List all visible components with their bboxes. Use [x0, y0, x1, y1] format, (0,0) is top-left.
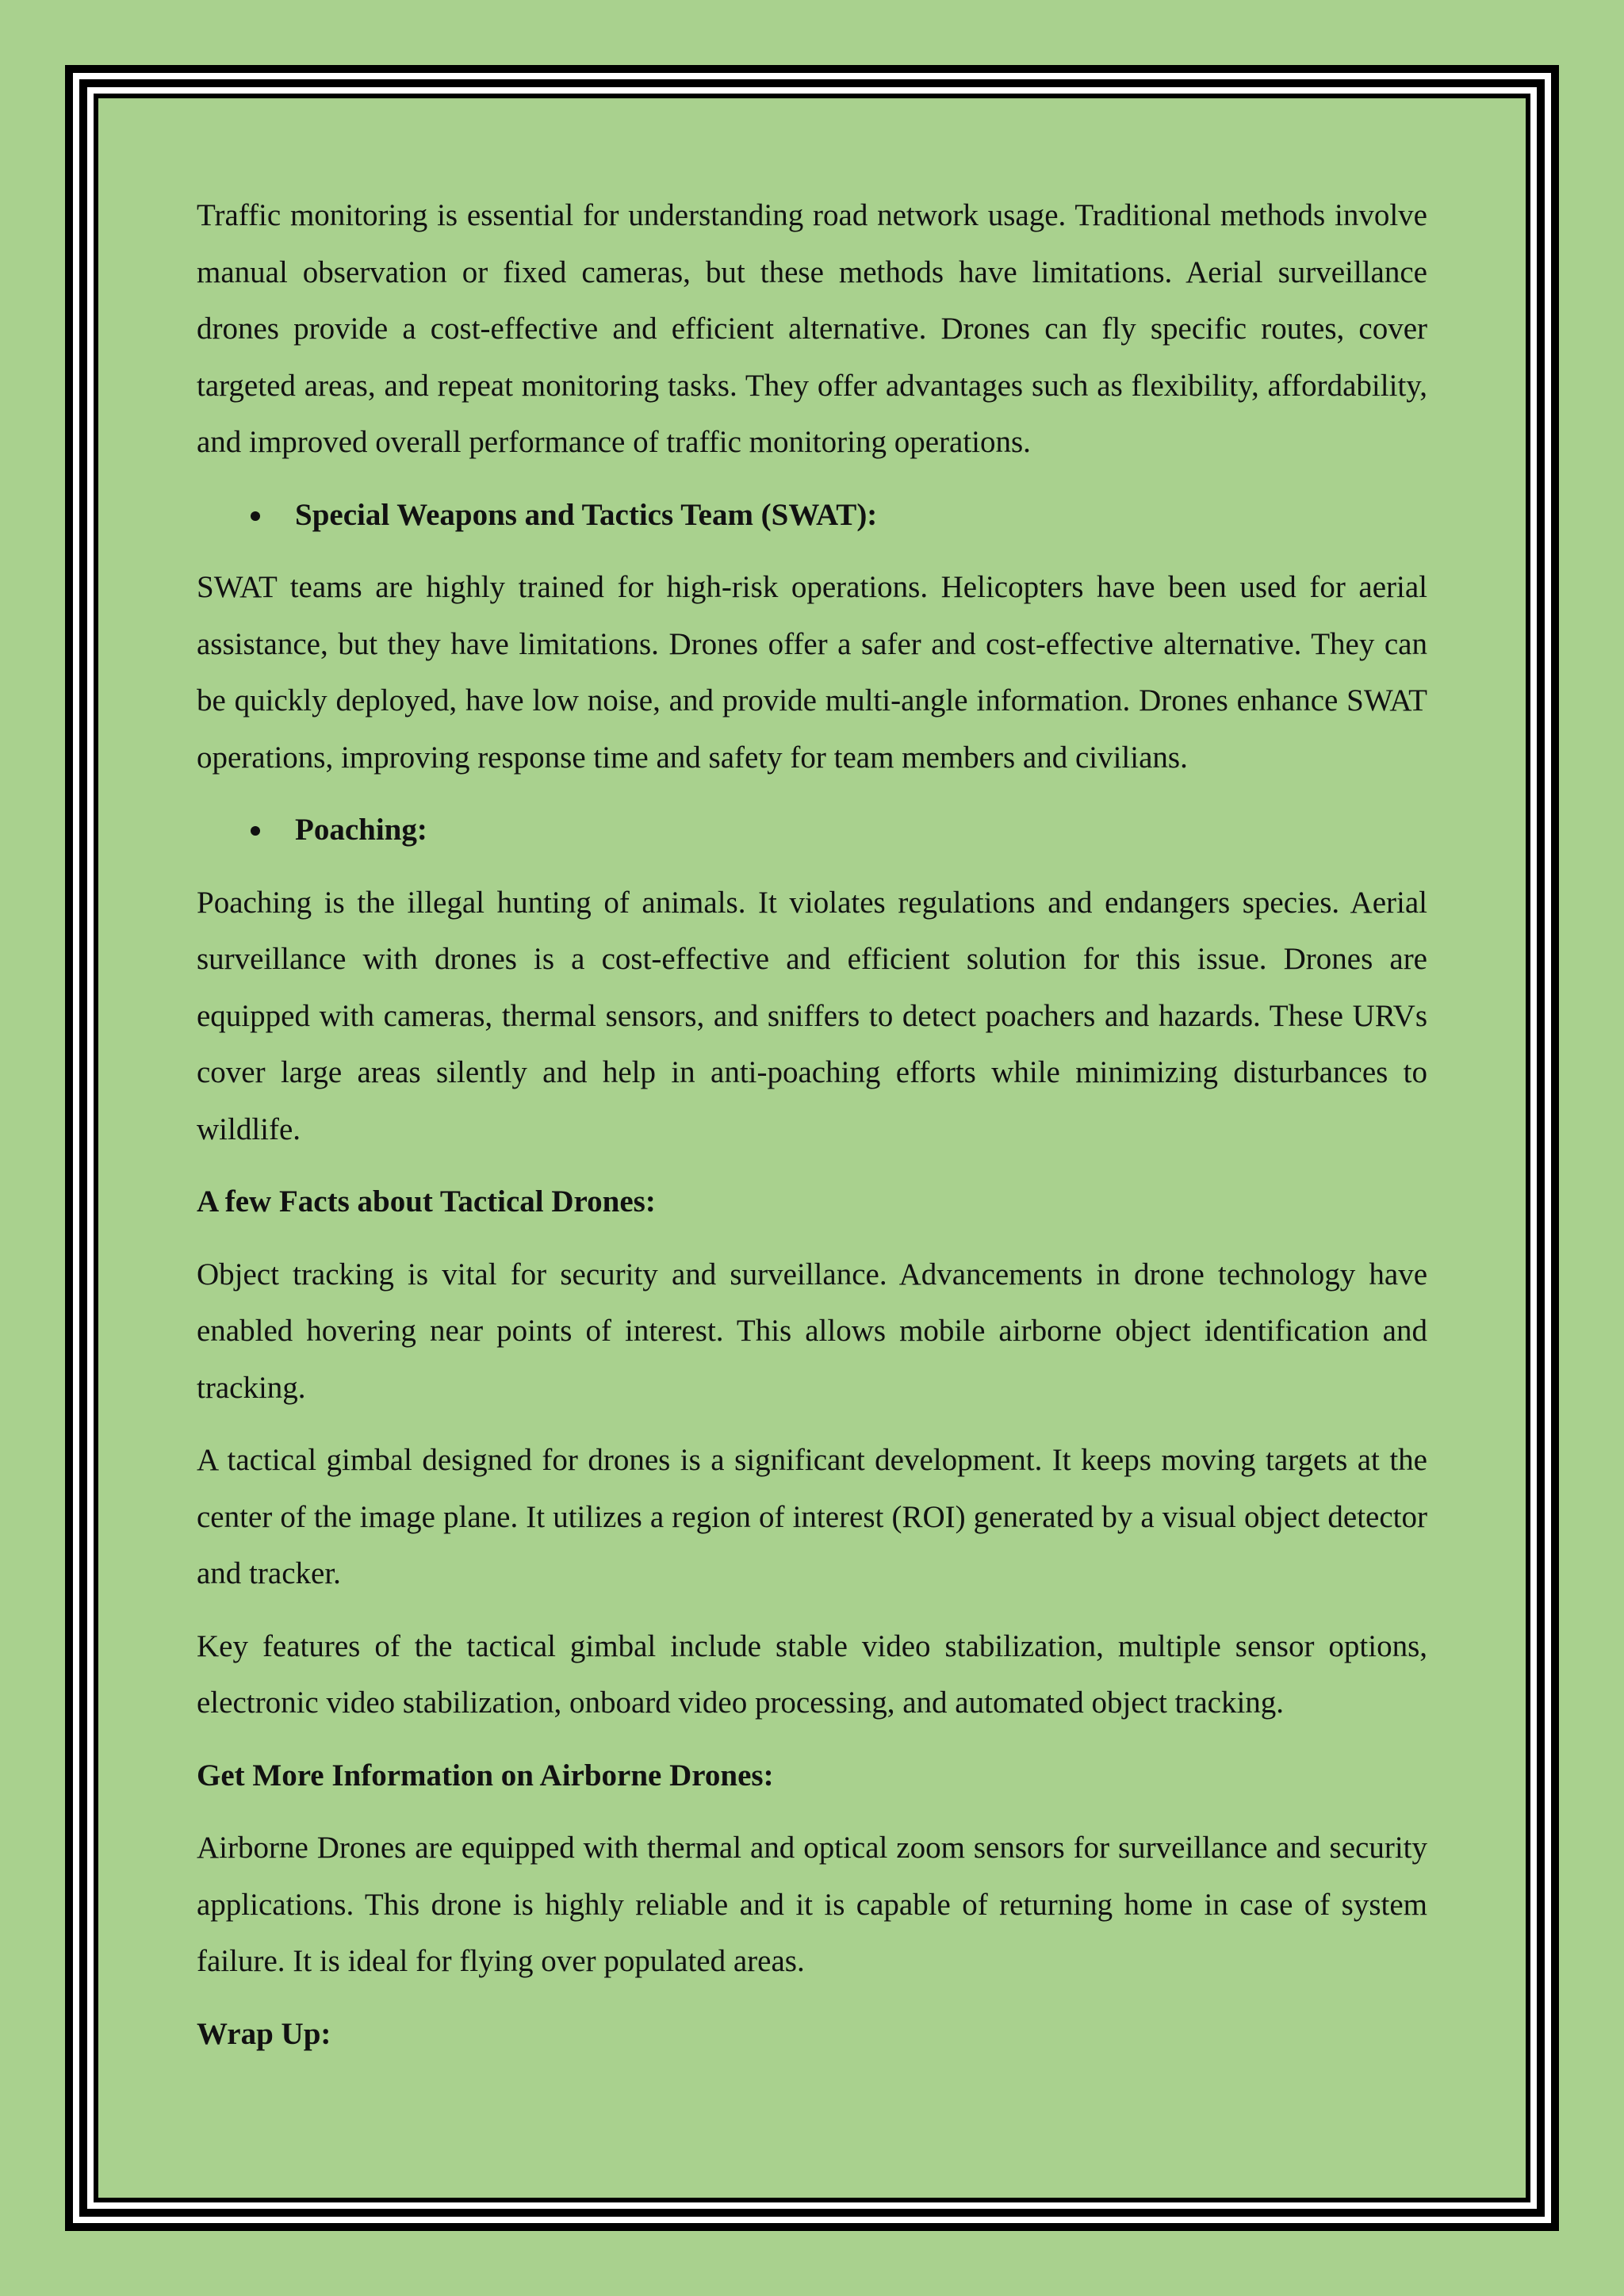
paragraph-object-tracking: Object tracking is vital for security and surveillance. Advancements in drone technology have enabled hovering near points of interest. This allows mobile airborne object identification and tracking. [197, 1257, 1427, 1405]
paragraph-swat: SWAT teams are highly trained for high-risk operations. Helicopters have been used for aerial assistance, but they have limitations. Drones offer a safer and cost-effective alternative. They can be quickly deployed, have low noise, and provide multi-angle information. Drones enhance SWAT operations, improving response time and safety for team members and civilians. [197, 570, 1427, 775]
heading-airborne-drones: Get More Information on Airborne Drones: [197, 1758, 774, 1793]
bullet-dot-icon [251, 826, 260, 836]
paragraph-gimbal-features: Key features of the tactical gimbal include stable video stabilization, multiple sensor options, electronic video stabilization, onboard video processing, and automated object tracking. [197, 1628, 1427, 1720]
bullet-heading-swat [197, 487, 1427, 544]
heading-tactical-drones-facts: A few Facts about Tactical Drones: [197, 1184, 656, 1219]
bullet-dot-icon [251, 511, 260, 521]
paragraph-airborne-drones: Airborne Drones are equipped with thermal and optical zoom sensors for surveillance and security applications. This drone is highly reliable and it is capable of returning home in case of system failure. It is ideal for flying over populated areas. [197, 1831, 1427, 1978]
document-body [197, 187, 1427, 2078]
bullet-heading-poaching-label: Poaching: [295, 813, 427, 847]
bullet-heading-poaching [197, 802, 1427, 859]
heading-wrap-up: Wrap Up: [197, 2016, 331, 2051]
bullet-heading-swat-label: Special Weapons and Tactics Team (SWAT): [295, 497, 878, 532]
paragraph-traffic-monitoring: Traffic monitoring is essential for understanding road network usage. Traditional methods involve manual observation or fixed cameras, but these methods have limitations. Aerial surveillance drones provide a cost-effective and efficient alternative. Drones can fly specific routes, cover targeted areas, and repeat monitoring tasks. They offer advantages such as flexibility, affordability, and improved overall performance of traffic monitoring operations. [197, 198, 1427, 459]
paragraph-poaching: Poaching is the illegal hunting of animals. It violates regulations and endangers species. Aerial surveillance with drones is a cost-effective and efficient solution for this issue. Drones are equipped with cameras, thermal sensors, and sniffers to detect poachers and hazards. These URVs cover large areas silently and help in anti-poaching efforts while minimizing disturbances to wildlife. [197, 885, 1427, 1146]
paragraph-tactical-gimbal: A tactical gimbal designed for drones is a significant development. It keeps moving targets at the center of the image plane. It utilizes a region of interest (ROI) generated by a visual object detector and tracker. [197, 1443, 1427, 1590]
